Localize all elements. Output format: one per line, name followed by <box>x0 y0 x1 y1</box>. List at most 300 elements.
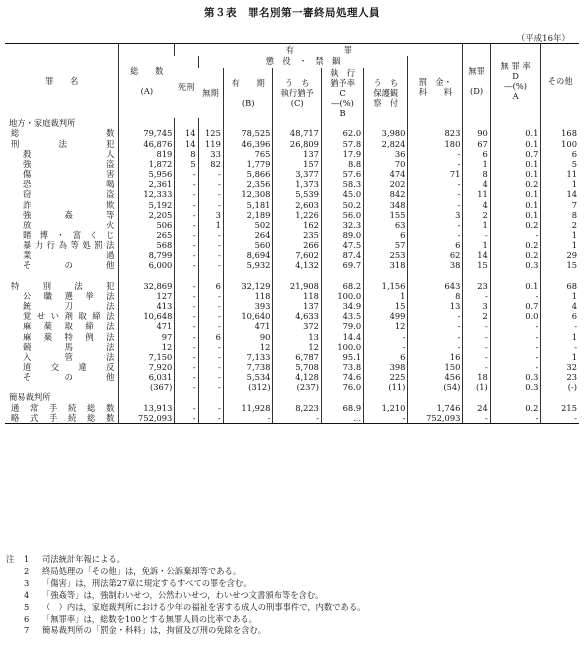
table-cell: 1,156 <box>364 281 408 291</box>
footnote-text: （ ）内は，家庭裁判所における少年の福祉を害する成人の刑事事件で，内数である。 <box>42 601 366 612</box>
table-cell: 560 <box>223 240 273 250</box>
header-suspended: う ち 執行猶予 (C) <box>273 68 322 119</box>
table-cell: 5 <box>175 159 198 169</box>
table-cell: 13,913 <box>119 403 175 413</box>
table-row <box>5 210 579 220</box>
table-cell: 2,356 <box>223 179 273 189</box>
table-cell: 90 <box>463 128 490 138</box>
table-cell: - <box>490 230 541 240</box>
table-cell: - <box>490 342 541 352</box>
table-cell: 1,210 <box>364 403 408 413</box>
table-cell: 168 <box>541 128 579 138</box>
table-cell: - <box>175 220 198 230</box>
table-cell: 6,031 <box>119 372 175 382</box>
table-row <box>5 403 579 413</box>
table-cell: - <box>541 342 579 352</box>
table-title: 第３表 罪名別第一審終局処理人員 <box>204 7 380 19</box>
table-cell <box>408 271 463 281</box>
table-cell: 1 <box>541 179 579 189</box>
table-cell: 2,189 <box>223 210 273 220</box>
table-row <box>5 301 579 311</box>
table-cell: 0.2 <box>490 240 541 250</box>
table-cell <box>273 392 322 402</box>
table-cell: 5,956 <box>119 169 175 179</box>
header-probation: う ち 保護観 察 付 <box>364 68 408 119</box>
table-cell: 4,128 <box>273 372 322 382</box>
table-cell: 57.6 <box>321 169 363 179</box>
table-cell: 8,223 <box>273 403 322 413</box>
table-cell: - <box>175 311 198 321</box>
table-cell: - <box>463 352 490 362</box>
era-label: （平成16年） <box>516 34 570 44</box>
table-row <box>5 413 579 424</box>
table-cell: 2 <box>463 210 490 220</box>
table-cell: 5,192 <box>119 200 175 210</box>
table-cell: 11 <box>463 189 490 199</box>
table-row <box>5 281 579 291</box>
table-cell: - <box>175 260 198 270</box>
header-suspension-rate: 執 行 猶予率 C ―(%) B <box>321 68 363 119</box>
table-cell <box>490 392 541 402</box>
table-cell: 0.2 <box>490 403 541 413</box>
table-cell: 0.0 <box>490 311 541 321</box>
table-cell: 12 <box>273 342 322 352</box>
table-cell: 14.4 <box>321 332 363 342</box>
table-cell: - <box>463 342 490 352</box>
table-cell <box>541 271 579 281</box>
table-cell: - <box>408 220 463 230</box>
table-cell: 87.4 <box>321 250 363 260</box>
table-cell <box>364 392 408 402</box>
table-cell: 70 <box>364 159 408 169</box>
table-cell: 137 <box>273 149 322 159</box>
table-cell: - <box>198 200 223 210</box>
table-cell: 100.0 <box>321 342 363 352</box>
table-cell: 8.8 <box>321 159 363 169</box>
table-cell: 45.0 <box>321 189 363 199</box>
table-cell: 2,824 <box>364 139 408 149</box>
footnote-number: 2 <box>24 565 30 576</box>
table-cell: 118 <box>273 291 322 301</box>
table-cell <box>321 271 363 281</box>
table-cell: (367) <box>119 382 175 392</box>
table-cell: - <box>198 240 223 250</box>
table-cell: 33 <box>198 149 223 159</box>
table-cell: 16 <box>408 352 463 362</box>
row-label: 窃 盗 <box>23 189 115 200</box>
table-cell: 74.6 <box>321 372 363 382</box>
table-cell: 34.9 <box>321 301 363 311</box>
table-cell: 73.8 <box>321 362 363 372</box>
table-cell: - <box>223 413 273 424</box>
table-cell <box>364 118 408 128</box>
row-label: 賭博・富くじ <box>23 230 115 240</box>
table-cell: - <box>175 240 198 250</box>
table-cell: 15 <box>463 260 490 270</box>
footnote-item <box>6 578 365 590</box>
table-cell: (1) <box>463 382 490 392</box>
table-cell: 8 <box>541 210 579 220</box>
table-cell: - <box>273 413 322 424</box>
table-cell: - <box>175 179 198 189</box>
row-label: そ の 他 <box>23 372 115 383</box>
table-row <box>5 189 579 199</box>
table-cell <box>541 392 579 402</box>
table-cell: 235 <box>273 230 322 240</box>
table-cell: 8 <box>175 149 198 159</box>
table-cell: 18 <box>463 372 490 382</box>
table-cell: 6 <box>364 230 408 240</box>
table-cell: 23 <box>541 372 579 382</box>
table-cell: 264 <box>223 230 273 240</box>
table-cell: 17.9 <box>321 149 363 159</box>
table-row <box>5 342 579 352</box>
table-cell <box>119 392 175 402</box>
table-row <box>5 200 579 210</box>
table-cell: - <box>198 342 223 352</box>
table-cell: (54) <box>408 382 463 392</box>
table-cell: 68.9 <box>321 403 363 413</box>
table-cell: - <box>175 332 198 342</box>
table-row <box>5 291 579 301</box>
table-cell: - <box>198 179 223 189</box>
table-cell <box>408 392 463 402</box>
table-cell: 4 <box>463 179 490 189</box>
table-cell: - <box>175 403 198 413</box>
table-cell: 0.1 <box>490 200 541 210</box>
table-cell: 57 <box>364 240 408 250</box>
table-cell: 32 <box>541 362 579 372</box>
table-row <box>5 159 579 169</box>
table-cell: - <box>198 403 223 413</box>
table-cell: - <box>175 291 198 301</box>
table-cell <box>408 118 463 128</box>
table-cell: 62 <box>408 250 463 260</box>
table-cell: 5,534 <box>223 372 273 382</box>
table-cell: 765 <box>223 149 273 159</box>
table-cell: - <box>408 332 463 342</box>
table-cell: - <box>175 200 198 210</box>
table-cell: 215 <box>541 403 579 413</box>
table-cell: 0.1 <box>490 128 541 138</box>
footnote-number: 5 <box>24 601 30 612</box>
table-cell: 100.0 <box>321 291 363 301</box>
table-row <box>5 321 579 331</box>
table-cell <box>463 271 490 281</box>
table-cell: 2,361 <box>119 179 175 189</box>
table-cell: 119 <box>198 139 223 149</box>
table-cell: 6 <box>541 149 579 159</box>
table-cell: 2 <box>541 220 579 230</box>
table-cell: 15 <box>364 301 408 311</box>
table-cell: - <box>408 189 463 199</box>
table-cell <box>490 271 541 281</box>
table-cell: - <box>198 382 223 392</box>
table-cell: - <box>408 230 463 240</box>
table-cell: 266 <box>273 240 322 250</box>
table-cell: - <box>175 210 198 220</box>
footnote-label <box>6 590 24 602</box>
row-label: 覚せい剤取締法 <box>23 311 115 322</box>
header-acquittal-rate-label: 無 罪 率 <box>500 60 531 71</box>
table-cell: 3,980 <box>364 128 408 138</box>
table-cell: 7 <box>541 200 579 210</box>
row-label: 殺 人 <box>23 148 115 159</box>
table-cell: 5 <box>541 159 579 169</box>
table-cell: 58.3 <box>321 179 363 189</box>
table-cell: - <box>198 352 223 362</box>
table-cell: 14 <box>175 139 198 149</box>
table-cell <box>175 118 198 128</box>
table-cell: - <box>463 291 490 301</box>
table-cell <box>541 118 579 128</box>
table-cell: 842 <box>364 189 408 199</box>
table-cell: 7,738 <box>223 362 273 372</box>
table-cell: - <box>408 321 463 331</box>
table-cell: 1 <box>541 291 579 301</box>
table-cell: 180 <box>408 139 463 149</box>
table-cell: 12,333 <box>119 189 175 199</box>
table-cell: - <box>175 362 198 372</box>
table-cell: 1 <box>463 159 490 169</box>
table-cell: 56.0 <box>321 210 363 220</box>
row-label: 入 管 法 <box>23 351 115 362</box>
table-cell: 1 <box>541 230 579 240</box>
footnote-label <box>6 625 24 637</box>
table-cell: - <box>175 301 198 311</box>
table-row <box>5 179 579 189</box>
table-cell: 118 <box>223 291 273 301</box>
row-label: 麻薬特例法 <box>23 331 115 342</box>
table-cell: 265 <box>119 230 175 240</box>
row-label: 通常手続総数 <box>11 402 115 413</box>
table-cell: 3,377 <box>273 169 322 179</box>
table-cell <box>175 392 198 402</box>
table-cell: 13 <box>273 332 322 342</box>
table-cell: - <box>175 321 198 331</box>
table-cell: 23 <box>463 281 490 291</box>
table-cell: 26,809 <box>273 139 322 149</box>
row-label: 特 別 法 犯 <box>11 280 115 291</box>
header-guilty-group: 有 罪 <box>175 44 463 56</box>
row-label: 略式手続総数 <box>5 413 119 424</box>
header-life: 無期 <box>202 87 219 98</box>
header-crime-name: 罪 名 <box>5 44 119 119</box>
table-cell <box>273 271 322 281</box>
table-cell: 2,205 <box>119 210 175 220</box>
table-cell: 68.2 <box>321 281 363 291</box>
table-cell: - <box>490 332 541 342</box>
table-row <box>5 332 579 342</box>
table-cell: 3 <box>408 210 463 220</box>
table-cell: 3 <box>463 301 490 311</box>
table-cell: 12 <box>119 342 175 352</box>
table-row <box>5 372 579 382</box>
table-row <box>5 250 579 260</box>
table-row <box>5 169 579 179</box>
footnotes <box>6 554 365 637</box>
table-cell: 89.0 <box>321 230 363 240</box>
footnote-item <box>6 614 365 626</box>
table-cell: 100 <box>541 139 579 149</box>
footnote-text: 司法統計年報による。 <box>42 554 125 564</box>
table-cell: 67 <box>463 139 490 149</box>
header-fixed-term: 有 期 (B) <box>223 68 273 119</box>
table-cell: - <box>198 301 223 311</box>
table-cell: 36 <box>364 149 408 159</box>
footnote-number: 4 <box>24 589 30 600</box>
table-cell <box>463 392 490 402</box>
table-cell <box>321 392 363 402</box>
table-cell: 499 <box>364 311 408 321</box>
table-cell: 7,150 <box>119 352 175 362</box>
table-cell: 7,602 <box>273 250 322 260</box>
table-cell: - <box>408 179 463 189</box>
table-cell: 1 <box>541 332 579 342</box>
table-cell: - <box>175 230 198 240</box>
footnote-number: 6 <box>24 613 30 624</box>
table-cell: (11) <box>364 382 408 392</box>
table-cell: 225 <box>364 372 408 382</box>
table-cell: 6 <box>198 281 223 291</box>
footnote-item <box>6 566 365 578</box>
section-row <box>5 118 579 128</box>
table-cell: 398 <box>364 362 408 372</box>
table-cell: 4 <box>541 301 579 311</box>
table-cell: 1 <box>541 352 579 362</box>
table-cell: 48,717 <box>273 128 322 138</box>
table-cell: 82 <box>198 159 223 169</box>
footnote-label <box>6 566 24 578</box>
table-cell: 155 <box>364 210 408 220</box>
table-row <box>5 220 579 230</box>
table-cell: 0.3 <box>490 260 541 270</box>
table-cell: - <box>175 189 198 199</box>
table-cell: 1,226 <box>273 210 322 220</box>
table-cell: 318 <box>364 260 408 270</box>
table-cell <box>223 118 273 128</box>
table-cell: - <box>408 311 463 321</box>
table-cell: 95.1 <box>321 352 363 362</box>
table-cell: 6,787 <box>273 352 322 362</box>
table-cell: 10,640 <box>223 311 273 321</box>
table-row <box>5 271 579 281</box>
table-cell: 71 <box>408 169 463 179</box>
table-cell: 5,539 <box>273 189 322 199</box>
table-cell: - <box>198 362 223 372</box>
table-cell: 125 <box>198 128 223 138</box>
header-acquittal-rate-formula: D ―(%) A <box>504 70 527 102</box>
table-cell: 76.0 <box>321 382 363 392</box>
table-cell: 0.1 <box>490 169 541 179</box>
footnote-text: 「強姦等」は，強制わいせつ，公然わいせつ，わいせつ文書頒布等を含む。 <box>42 589 324 600</box>
row-label: 放 火 <box>23 219 115 230</box>
table-cell: 471 <box>119 321 175 331</box>
table-cell: 5,708 <box>273 362 322 372</box>
table-cell: 502 <box>223 220 273 230</box>
row-label: 傷 害 <box>23 169 115 180</box>
table-cell: 0.1 <box>490 159 541 169</box>
table-cell: 5,866 <box>223 169 273 179</box>
table-cell: 506 <box>119 220 175 230</box>
table-row <box>5 128 579 138</box>
table-cell: 15 <box>541 260 579 270</box>
table-cell: 0.3 <box>490 382 541 392</box>
table-cell: 7,133 <box>223 352 273 362</box>
table-cell: 0.3 <box>490 372 541 382</box>
row-label <box>5 271 119 281</box>
footnote-label: 注 <box>6 554 15 564</box>
row-label: 業 過 <box>23 250 115 261</box>
table-cell: - <box>408 149 463 159</box>
table-cell: 2,603 <box>273 200 322 210</box>
table-cell: 6,000 <box>119 260 175 270</box>
footnote-item <box>6 590 365 602</box>
table-cell: - <box>463 230 490 240</box>
row-label: そ の 他 <box>23 260 115 271</box>
table-cell: 1,373 <box>273 179 322 189</box>
table-row <box>5 311 579 321</box>
table-row <box>5 260 579 270</box>
table-cell: 253 <box>364 250 408 260</box>
table-cell: 0.7 <box>490 301 541 311</box>
table-cell: 69.7 <box>321 260 363 270</box>
header-imprisonment-group: 懲 役 ・ 禁 錮 <box>198 56 408 68</box>
row-label: 詐 欺 <box>23 199 115 210</box>
table-cell: - <box>463 413 490 424</box>
table-cell: 21,908 <box>273 281 322 291</box>
table-cell: 162 <box>273 220 322 230</box>
table-cell: - <box>364 342 408 352</box>
table-cell: - <box>198 321 223 331</box>
table-cell: - <box>463 321 490 331</box>
table-cell: 97 <box>119 332 175 342</box>
table-cell <box>223 392 273 402</box>
footnote-text: 「傷害」は，刑法第27章に規定するすべての罪を含む。 <box>42 577 252 588</box>
table-cell: 14 <box>463 250 490 260</box>
table-cell: 752,093 <box>119 413 175 424</box>
table-cell: 24 <box>463 403 490 413</box>
table-cell: - <box>408 200 463 210</box>
table-cell: 1 <box>463 220 490 230</box>
table-cell <box>175 271 198 281</box>
footnote-text: 終局処理の「その他」は，免訴・公訴棄却等である。 <box>42 565 242 576</box>
table-cell: - <box>490 413 541 424</box>
table-cell: 6 <box>463 149 490 159</box>
header-fine: 罰 金・ 科 料 <box>408 56 463 119</box>
table-cell <box>273 118 322 128</box>
row-label <box>5 382 119 392</box>
table-cell: - <box>198 189 223 199</box>
row-label: 銃 刀 法 <box>23 301 115 312</box>
table-cell: - <box>198 230 223 240</box>
table-cell: 12 <box>364 321 408 331</box>
table-cell: 0.1 <box>490 139 541 149</box>
row-label: 競 馬 法 <box>23 341 115 352</box>
table-cell: 68 <box>541 281 579 291</box>
table-cell: 643 <box>408 281 463 291</box>
table-cell: 11 <box>541 169 579 179</box>
table-row <box>5 139 579 149</box>
table-cell: 79.0 <box>321 321 363 331</box>
table-row <box>5 240 579 250</box>
table-cell: 823 <box>408 128 463 138</box>
table-cell: - <box>175 413 198 424</box>
table-cell: 32,869 <box>119 281 175 291</box>
table-cell: 12,308 <box>223 189 273 199</box>
footnote-text: 簡易裁判所の「罰金・科料」は，拘留及び刑の免除を含む。 <box>42 625 267 636</box>
table-cell: 11,928 <box>223 403 273 413</box>
